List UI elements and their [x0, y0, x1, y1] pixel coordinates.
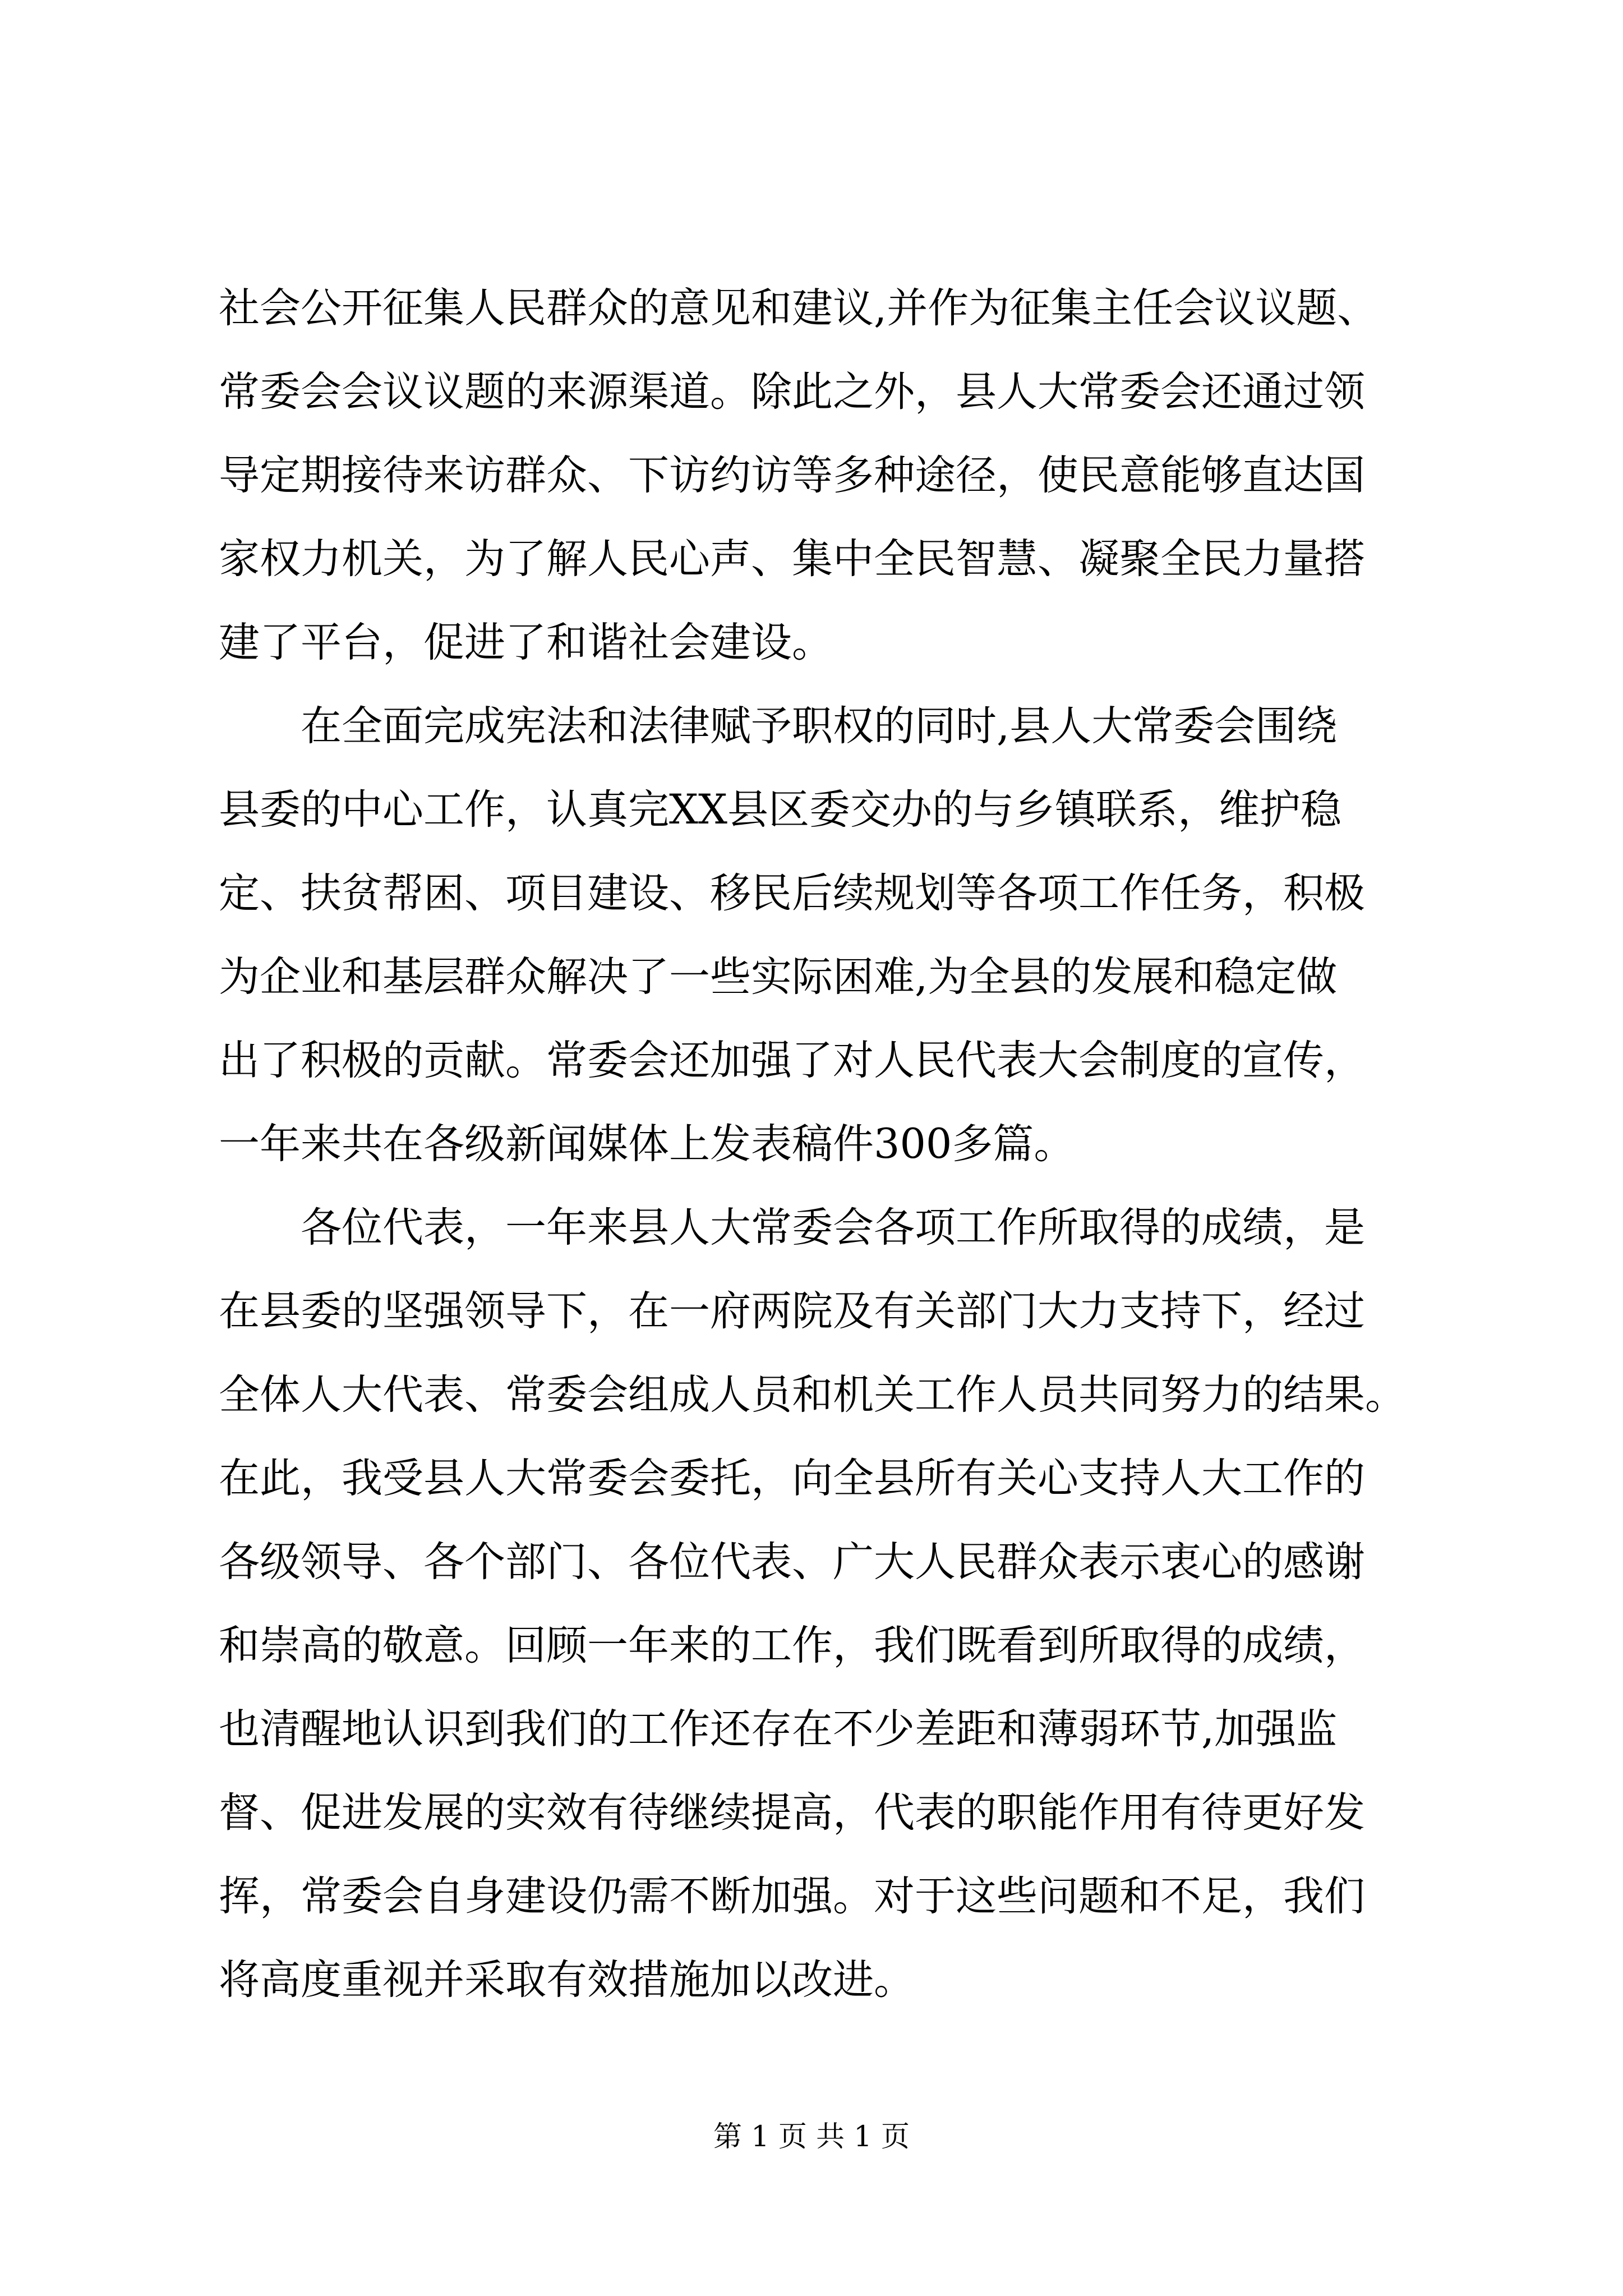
text-line: 社会公开征集人民群众的意见和建议,并作为征集主任会议议题、	[219, 284, 1378, 332]
text-line: 导定期接待来访群众、下访约访等多种途径，使民意能够直达国	[219, 452, 1365, 499]
text-line: 全体人大代表、常委会组成人员和机关工作人员共同努力的结果。	[219, 1371, 1406, 1419]
text-line: 在此，我受县人大常委会委托，向全县所有关心支持人大工作的	[219, 1455, 1365, 1502]
text-line: 挥，常委会自身建设仍需不断加强。对于这些问题和不足，我们	[219, 1872, 1365, 1920]
text-line: 一年来共在各级新闻媒体上发表稿件300多篇。	[219, 1120, 1075, 1168]
text-line: 也清醒地认识到我们的工作还存在不少差距和薄弱环节,加强监	[219, 1705, 1338, 1753]
text-line: 在县委的坚强领导下，在一府两院及有关部门大力支持下，经过	[219, 1287, 1365, 1335]
text-line: 为企业和基层群众解决了一些实际困难,为全县的发展和稳定做	[219, 953, 1338, 1001]
text-line: 县委的中心工作，认真完XX县区委交办的与乡镇联系，维护稳	[219, 786, 1341, 834]
document-body	[219, 266, 1436, 2022]
text-line: 在全面完成宪法和法律赋予职权的同时,县人大常委会围绕	[219, 702, 1338, 750]
page-footer: 第 1 页 共 1 页	[713, 2120, 910, 2154]
text-line: 常委会会议议题的来源渠道。除此之外，县人大常委会还通过领	[219, 368, 1365, 416]
text-line: 督、促进发展的实效有待继续提高，代表的职能作用有待更好发	[219, 1789, 1365, 1837]
text-line: 定、扶贫帮困、项目建设、移民后续规划等各项工作任务，积极	[219, 869, 1365, 917]
text-line: 和崇高的敬意。回顾一年来的工作，我们既看到所取得的成绩，	[219, 1622, 1365, 1669]
text-line: 将高度重视并采取有效措施加以改进。	[219, 1956, 915, 2004]
text-line: 出了积极的贡献。常委会还加强了对人民代表大会制度的宣传，	[219, 1037, 1365, 1084]
text-line: 家权力机关，为了解人民心声、集中全民智慧、凝聚全民力量搭	[219, 535, 1365, 583]
text-line: 各位代表，一年来县人大常委会各项工作所取得的成绩，是	[219, 1204, 1365, 1251]
text-line: 各级领导、各个部门、各位代表、广大人民群众表示衷心的感谢	[219, 1538, 1365, 1586]
text-line: 建了平台，促进了和谐社会建设。	[219, 619, 833, 666]
